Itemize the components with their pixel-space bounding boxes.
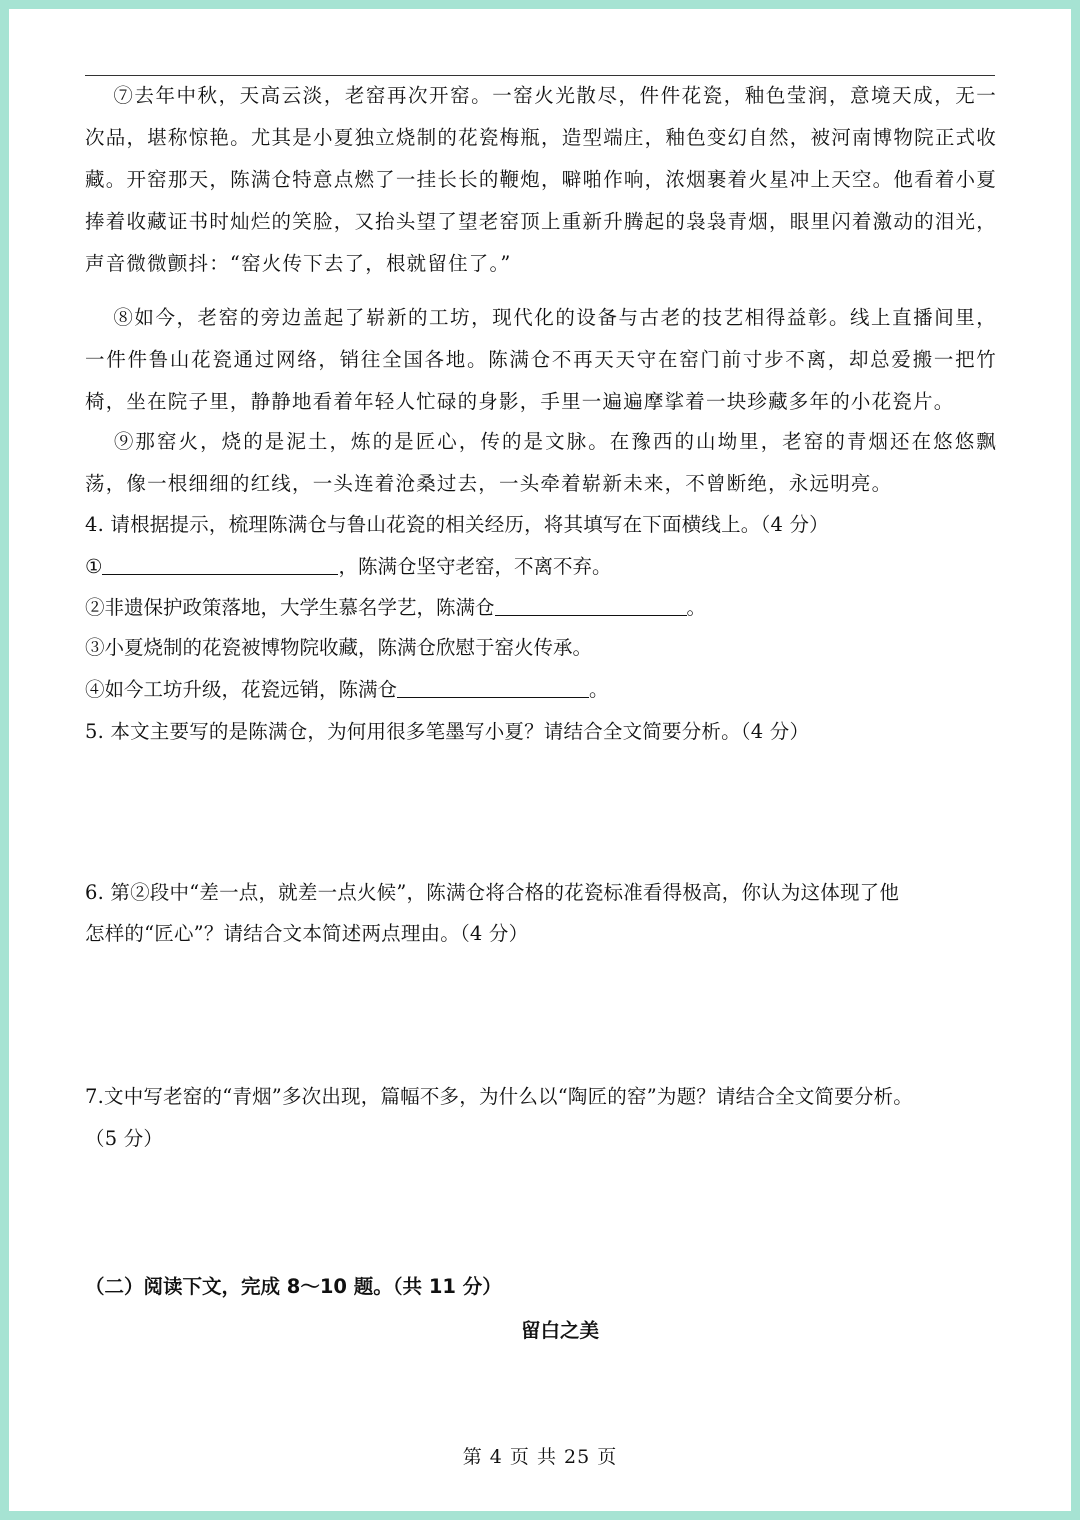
question-6-line-2: 怎样的“匠心”？请结合文本简述两点理由。（4 分） xyxy=(85,922,529,945)
section-2-heading: （二）阅读下文，完成 8～10 题。（共 11 分） xyxy=(85,1275,502,1298)
q4-item-3: ③小夏烧制的花瓷被博物院收藏，陈满仓欣慰于窑火传承。 xyxy=(85,636,593,659)
passage-paragraph-8-text: ⑧如今，老窑的旁边盖起了崭新的工坊，现代化的设备与古老的技艺相得益彰。线上直播间里，一件件鲁山花瓷通过网络，销往全国各地。陈满仓不再天天守在窑门前寸步不离，却总爱搬一把竹椅，坐在院子里，静静地看着年轻人忙碌的身影，手里一遍遍摩挲着一块珍藏多年的小花瓷片。 xyxy=(85,306,997,413)
q4-item-4 xyxy=(85,677,1005,702)
q4-item-2 xyxy=(85,595,1005,620)
essay-title: 留白之美 xyxy=(520,1319,599,1342)
question-7-line-1: 7.文中写老窑的“青烟”多次出现，篇幅不多，为什么以“陶匠的窑”为题？请结合全文简要分析。 xyxy=(85,1085,913,1108)
page-number-footer: 第 4 页 共 25 页 xyxy=(462,1446,618,1468)
question-5: 5. 本文主要写的是陈满仓，为何用很多笔墨写小夏？请结合全文简要分析。（4 分） xyxy=(85,720,810,743)
question-7-line-2: （5 分） xyxy=(85,1127,164,1150)
passage-paragraph-8 xyxy=(85,297,997,423)
exam-page xyxy=(9,9,1071,1511)
question-6-line-1: 6. 第②段中“差一点，就差一点火候”，陈满仓将合格的花瓷标准看得极高，你认为这体现了他 xyxy=(85,881,900,904)
q4-item-1 xyxy=(85,554,1005,579)
q4-item-2-end: 。 xyxy=(686,596,707,619)
q4-answer-blank-1[interactable] xyxy=(102,554,338,575)
q4-item-1-number: ① xyxy=(85,555,103,578)
question-4: 4. 请根据提示，梳理陈满仓与鲁山花瓷的相关经历，将其填写在下面横线上。（4 分） xyxy=(85,513,829,536)
passage-paragraph-9-text: ⑨那窑火，烧的是泥土，炼的是匠心，传的是文脉。在豫西的山坳里，老窑的青烟还在悠悠飘荡，像一根细细的红线，一头连着沧桑过去，一头牵着崭新未来，不曾断绝，永远明亮。 xyxy=(85,430,997,495)
q4-answer-blank-2[interactable] xyxy=(495,595,687,616)
passage-paragraph-7 xyxy=(85,75,997,285)
q4-item-2-text: ②非遗保护政策落地，大学生慕名学艺，陈满仓 xyxy=(85,596,495,619)
q4-item-1-text: ，陈满仓坚守老窑，不离不弃。 xyxy=(338,555,612,578)
passage-paragraph-7-text: ⑦去年中秋，天高云淡，老窑再次开窑。一窑火光散尽，件件花瓷，釉色莹润，意境天成，无一次品，堪称惊艳。尤其是小夏独立烧制的花瓷梅瓶，造型端庄，釉色变幻自然，被河南博物院正式收藏。开窑那天，陈满仓特意点燃了一挂长长的鞭炮，噼啪作响，浓烟裹着火星冲上天空。他看着小夏捧着收藏证书时灿烂的笑脸，又抬头望了望老窑顶上重新升腾起的袅袅青烟，眼里闪着激动的泪光，声音微微颤抖：“窑火传下去了，根就留住了。” xyxy=(85,84,997,275)
passage-paragraph-9 xyxy=(85,421,997,505)
q4-item-4-text: ④如今工坊升级，花瓷远销，陈满仓 xyxy=(85,678,398,701)
q4-item-4-end: 。 xyxy=(589,678,609,701)
q4-answer-blank-4[interactable] xyxy=(397,677,589,698)
